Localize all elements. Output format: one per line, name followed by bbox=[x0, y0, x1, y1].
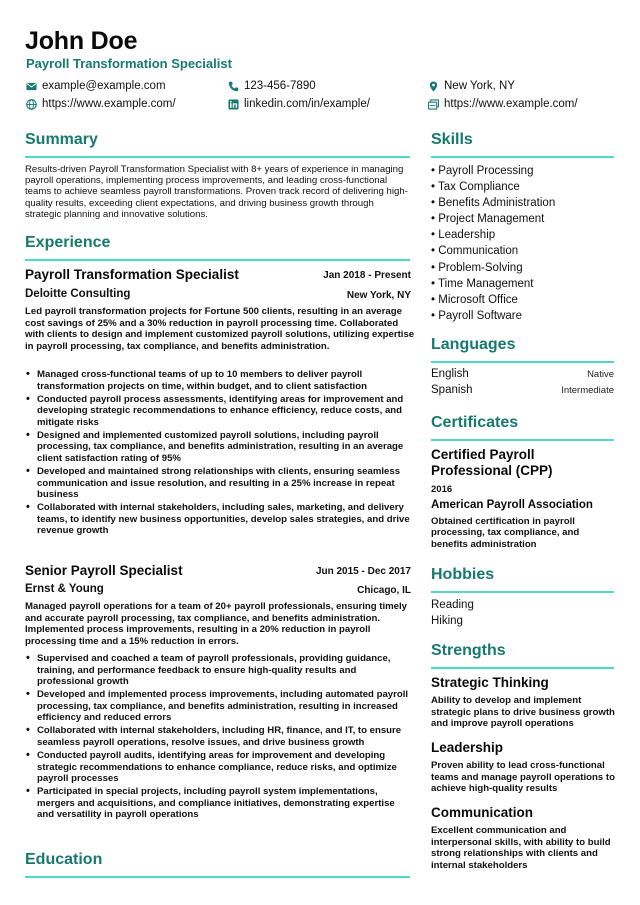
list-item: • Problem-Solving bbox=[431, 260, 555, 276]
list-item: • Payroll Processing bbox=[431, 163, 555, 179]
experience-heading: Experience bbox=[25, 234, 111, 251]
contact-portfolio-text: https://www.example.com/ bbox=[444, 98, 578, 110]
contact-location bbox=[428, 80, 515, 92]
job-dates: Jun 2015 - Dec 2017 bbox=[315, 566, 411, 577]
candidate-name: John Doe bbox=[25, 27, 138, 55]
strength-title: Communication bbox=[431, 805, 534, 820]
job-company: Deloitte Consulting bbox=[25, 288, 131, 300]
list-item: • Conducted payroll audits, identifying areas for improvement and developing strategic recommendations to enhance compliance, reduce risks, and optimize payroll processes bbox=[25, 750, 413, 785]
contact-location-text: New York, NY bbox=[444, 80, 515, 92]
contact-phone-text: 123-456-7890 bbox=[244, 80, 316, 92]
list-item: • Collaborated with internal stakeholders, including sales, marketing, and delivery teams, to identify new business opportunities, develop sales strategies, and drive revenue growth bbox=[25, 502, 413, 537]
list-item: • Communication bbox=[431, 243, 555, 259]
job-company: Ernst & Young bbox=[25, 583, 104, 595]
list-item: • Time Management bbox=[431, 276, 555, 292]
certificate-name: Certified Payroll Professional (CPP) bbox=[431, 447, 553, 478]
list-item: • Conducted payroll process assessments, identifying areas for improvement and developing strategic recommendations to enhance efficiency, reduce costs, and mitigate risks bbox=[25, 394, 413, 429]
experience-divider bbox=[25, 259, 410, 261]
portfolio-icon bbox=[428, 99, 439, 110]
job-location: Chicago, IL bbox=[357, 585, 411, 596]
summary-heading: Summary bbox=[25, 131, 98, 148]
list-item: • Developed and implemented process improvements, including automated payroll processing, tax compliance, and benefits administration, resulting in increased efficiency and reduced errors bbox=[25, 689, 413, 724]
job-description: Led payroll transformation projects for Fortune 500 clients, resulting in an average cost savings of 25% and a 30% reduction in payroll processing time. Collaborated with clients to design and implement customized payroll solutions, utilizing expertise in payroll processing, tax compliance, and benefits administration. bbox=[25, 306, 415, 352]
candidate-title: Payroll Transformation Specialist bbox=[26, 56, 232, 71]
certificate-name: American Payroll Association bbox=[431, 499, 593, 511]
strength-title: Strategic Thinking bbox=[431, 675, 549, 690]
list-item: • Managed cross-functional teams of up to 10 members to deliver payroll transformation projects on time, within budget, and to client satisfaction bbox=[25, 369, 413, 392]
skills-divider bbox=[431, 156, 614, 158]
language-row bbox=[431, 384, 614, 396]
language-name: English bbox=[431, 368, 469, 380]
contact-portfolio[interactable] bbox=[428, 98, 578, 110]
certificate-year: 2016 bbox=[431, 484, 453, 495]
education-divider bbox=[25, 876, 410, 878]
list-item: • Developed and maintained strong relationships with clients, ensuring seamless communication and issue resolution, and resulting in a 25% increase in repeat business bbox=[25, 466, 413, 501]
job-description: Managed payroll operations for a team of 20+ payroll professionals, ensuring timely and accurate payroll processing, tax compliance, and benefits administration. Implemented process improvements, resulting in a 20% reduction in payroll processing time and a 15% reduction in errors. bbox=[25, 601, 407, 647]
strength-description: Excellent communication and interpersonal skills, with ability to build strong relationships with clients and internal stakeholders bbox=[431, 825, 611, 871]
language-name: Spanish bbox=[431, 384, 473, 396]
contact-email-text: example@example.com bbox=[42, 80, 166, 92]
summary-divider bbox=[25, 156, 410, 158]
list-item: • Project Management bbox=[431, 211, 555, 227]
list-item: • Tax Compliance bbox=[431, 179, 555, 195]
job-title: Payroll Transformation Specialist bbox=[25, 267, 239, 282]
strengths-divider bbox=[431, 667, 614, 669]
hobbies-heading: Hobbies bbox=[431, 566, 495, 583]
map-pin-icon bbox=[428, 81, 439, 92]
job-dates: Jan 2018 - Present bbox=[323, 270, 411, 281]
education-heading: Education bbox=[25, 851, 103, 868]
strength-description: Proven ability to lead cross-functional teams and manage payroll operations to achieve high-quality results bbox=[431, 760, 615, 795]
language-row bbox=[431, 368, 614, 380]
hobby-item: Reading bbox=[431, 599, 474, 611]
list-item: • Participated in special projects, including payroll system implementations, mergers and acquisitions, and compliance initiatives, demonstrating expertise and versatility in payroll operations bbox=[25, 786, 413, 821]
skills-list bbox=[431, 163, 555, 324]
job-bullet-list bbox=[25, 369, 413, 538]
contact-phone[interactable] bbox=[228, 80, 316, 92]
languages-divider bbox=[431, 361, 614, 363]
language-level: Native bbox=[587, 369, 614, 380]
job-bullet-list bbox=[25, 653, 413, 822]
certificates-divider bbox=[431, 439, 614, 441]
contact-website-text: https://www.example.com/ bbox=[42, 98, 176, 110]
certificates-heading: Certificates bbox=[431, 414, 519, 431]
linkedin-icon bbox=[228, 99, 239, 110]
hobby-item: Hiking bbox=[431, 615, 463, 627]
strengths-heading: Strengths bbox=[431, 642, 506, 659]
hobbies-divider bbox=[431, 591, 614, 593]
list-item: • Designed and implemented customized payroll solutions, including payroll processing, tax compliance, and benefits administration, resulting in an average client satisfaction rating of 95% bbox=[25, 430, 413, 465]
list-item: • Benefits Administration bbox=[431, 195, 555, 211]
list-item: • Leadership bbox=[431, 227, 555, 243]
summary-text: Results-driven Payroll Transformation Specialist with 8+ years of experience in managing payroll operations, implementing process improvements, and leading cross-functional teams to achieve seamless payroll transformations. Proven track record of delivering high-quality results, exceeding client expectations, and driving business growth through strategic planning and innovative solutions. bbox=[25, 164, 408, 220]
list-item: • Payroll Software bbox=[431, 308, 555, 324]
list-item: • Microsoft Office bbox=[431, 292, 555, 308]
certificate-description: Obtained certification in payroll processing, tax compliance, and benefits administration bbox=[431, 516, 580, 550]
job-title: Senior Payroll Specialist bbox=[25, 563, 183, 578]
globe-icon bbox=[26, 99, 37, 110]
list-item: • Collaborated with internal stakeholders, including HR, finance, and IT, to ensure seamless payroll operations, resolve issues, and drive business growth bbox=[25, 725, 413, 748]
contact-email[interactable] bbox=[26, 80, 166, 92]
strength-description: Ability to develop and implement strategic plans to drive business growth and improve payroll operations bbox=[431, 695, 615, 730]
strength-title: Leadership bbox=[431, 740, 504, 755]
job-location: New York, NY bbox=[346, 290, 411, 301]
list-item: • Supervised and coached a team of payroll professionals, providing guidance, training, and performance feedback to ensure high-quality results and professional growth bbox=[25, 653, 413, 688]
skills-heading: Skills bbox=[431, 131, 473, 148]
contact-website[interactable] bbox=[26, 98, 176, 110]
language-level: Intermediate bbox=[561, 385, 614, 396]
languages-heading: Languages bbox=[431, 336, 516, 353]
phone-icon bbox=[228, 81, 239, 92]
contact-linkedin[interactable] bbox=[228, 98, 370, 110]
contact-linkedin-text: linkedin.com/in/example/ bbox=[244, 98, 370, 110]
envelope-icon bbox=[26, 81, 37, 92]
